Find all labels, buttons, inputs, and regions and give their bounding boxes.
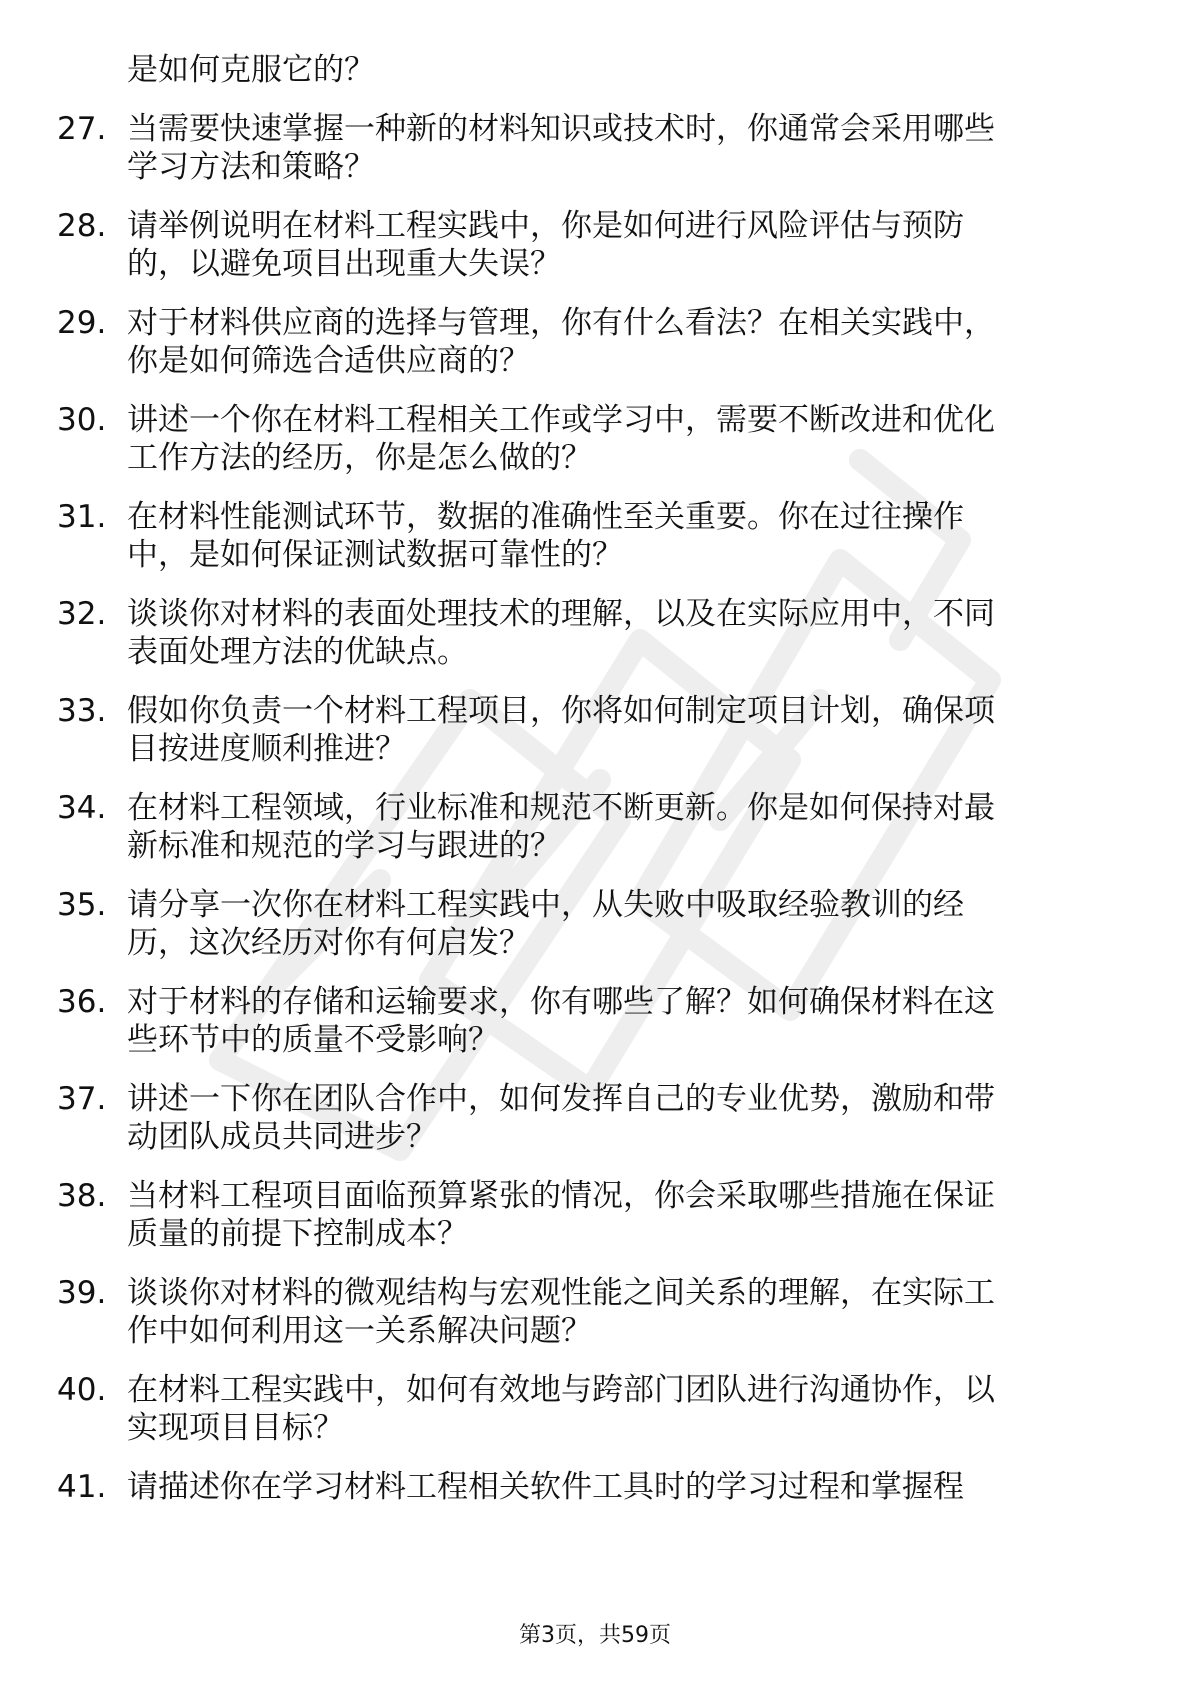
question-text-line-1: 在材料性能测试环节，数据的准确性至关重要。你在过往操作 (127, 499, 964, 535)
question-text-line-2: 工作方法的经历，你是怎么做的？ (127, 440, 592, 476)
question-text-line-1: 谈谈你对材料的微观结构与宏观性能之间关系的理解，在实际工 (127, 1275, 995, 1311)
question-text-line-1: 讲述一个你在材料工程相关工作或学习中，需要不断改进和优化 (127, 402, 995, 438)
list-item (0, 207, 1190, 287)
question-text-line-1: 在材料工程实践中，如何有效地与跨部门团队进行沟通协作，以 (127, 1372, 995, 1408)
list-item (0, 110, 1190, 190)
page-footer: 第3页，共59页 (519, 1623, 671, 1648)
question-text-line-1: 请分享一次你在材料工程实践中，从失败中吸取经验教训的经 (127, 887, 964, 923)
question-text-line-2: 中，是如何保证测试数据可靠性的？ (127, 537, 623, 573)
question-number: 38. (57, 1178, 107, 1214)
question-text-line-1: 对于材料的存储和运输要求，你有哪些了解？如何确保材料在这 (127, 984, 995, 1020)
question-number: 34. (57, 790, 107, 826)
question-number: 37. (57, 1081, 107, 1117)
question-text-line-2: 新标准和规范的学习与跟进的？ (127, 828, 561, 864)
list-item (0, 1371, 1190, 1451)
question-text-line-2: 你是如何筛选合适供应商的？ (127, 343, 530, 379)
question-number: 27. (57, 111, 107, 147)
question-number: 28. (57, 208, 107, 244)
question-text-line-2: 动团队成员共同进步？ (127, 1119, 437, 1155)
list-item (0, 886, 1190, 966)
question-text-line-2: 表面处理方法的优缺点。 (127, 634, 468, 670)
question-text-line-2: 学习方法和策略？ (127, 149, 375, 185)
list-item (0, 789, 1190, 869)
continuation-text: 是如何克服它的？ (127, 52, 375, 88)
question-number: 36. (57, 984, 107, 1020)
list-item (0, 692, 1190, 772)
question-text-line-2: 些环节中的质量不受影响？ (127, 1022, 499, 1058)
question-number: 39. (57, 1275, 107, 1311)
list-item (0, 304, 1190, 384)
list-item (0, 1080, 1190, 1160)
question-text-line-1: 当需要快速掌握一种新的材料知识或技术时，你通常会采用哪些 (127, 111, 995, 147)
question-number: 35. (57, 887, 107, 923)
question-text-line-1: 假如你负责一个材料工程项目，你将如何制定项目计划，确保项 (127, 693, 995, 729)
question-number: 29. (57, 305, 107, 341)
question-text-line-1: 对于材料供应商的选择与管理，你有什么看法？在相关实践中， (127, 305, 995, 341)
question-text-line-2: 作中如何利用这一关系解决问题？ (127, 1313, 592, 1349)
question-text-line-2: 实现项目目标？ (127, 1410, 344, 1446)
question-text-line-2: 目按进度顺利推进？ (127, 731, 406, 767)
question-number: 31. (57, 499, 107, 535)
list-item (0, 498, 1190, 578)
list-item (0, 983, 1190, 1063)
question-text-line-1: 谈谈你对材料的表面处理技术的理解，以及在实际应用中，不同 (127, 596, 995, 632)
question-number: 41. (57, 1469, 107, 1505)
question-number: 30. (57, 402, 107, 438)
question-text-line-2: 历，这次经历对你有何启发？ (127, 925, 530, 961)
question-text-line-1: 请描述你在学习材料工程相关软件工具时的学习过程和掌握程 (127, 1469, 964, 1505)
question-text-line-2: 质量的前提下控制成本？ (127, 1216, 468, 1252)
list-item (0, 1274, 1190, 1354)
question-number: 40. (57, 1372, 107, 1408)
question-text-line-1: 在材料工程领域，行业标准和规范不断更新。你是如何保持对最 (127, 790, 995, 826)
question-number: 32. (57, 596, 107, 632)
question-text-line-2: 的，以避免项目出现重大失误？ (127, 246, 561, 282)
question-number: 33. (57, 693, 107, 729)
list-item (0, 1468, 1190, 1548)
list-item (0, 401, 1190, 481)
list-item (0, 1177, 1190, 1257)
question-text-line-1: 讲述一下你在团队合作中，如何发挥自己的专业优势，激励和带 (127, 1081, 995, 1117)
question-text-line-1: 请举例说明在材料工程实践中，你是如何进行风险评估与预防 (127, 208, 964, 244)
list-item (0, 595, 1190, 675)
question-text-line-1: 当材料工程项目面临预算紧张的情况，你会采取哪些措施在保证 (127, 1178, 995, 1214)
